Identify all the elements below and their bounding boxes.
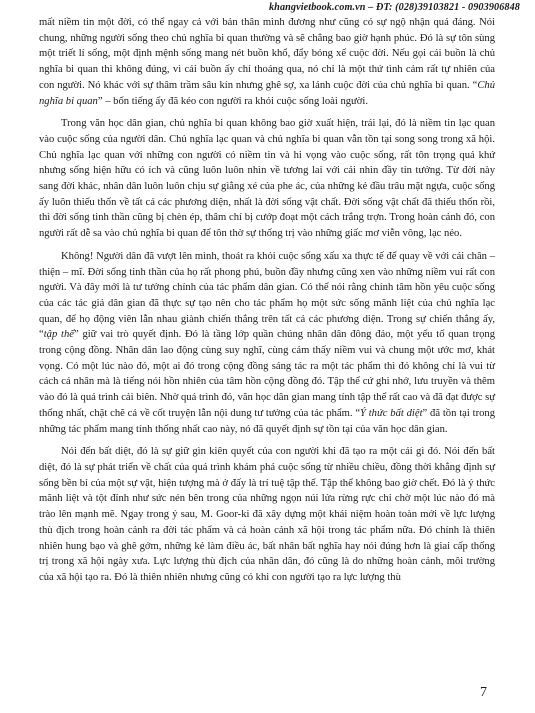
text-span: mất niềm tin một đời, có thể ngay cả với bản thân mình đương như cũng có sự ngộ nhận quá đáng. Nói chung, những người sống theo chủ nghĩa bi quan thường và sẽ chẳng bao giờ hạnh phúc. Đó là sự tôn sùng một triết lí sống, một định mệnh sống mang nét buồn khổ, đẩy bóng xế cuộc đời. Nếu gọi cái buồn là chủ nghĩa bi quan thì không đúng, vì cái buồn ấy chỉ thoáng qua, nó chỉ là một thứ tình cảm rất tự nhiên của con người. Nó khác với sự thâm trầm sâu kín nhưng ghê sợ, xa lánh cuộc đời của chủ nghĩa bi quan. “ bbox=[39, 17, 495, 91]
italic-phrase: tập thể bbox=[43, 329, 74, 341]
italic-phrase: Ý thức bất diệt bbox=[360, 407, 423, 419]
paragraph-3 bbox=[39, 249, 495, 437]
paragraph-2 bbox=[39, 116, 495, 242]
paragraph-4 bbox=[39, 444, 495, 585]
text-span: Nói đến bất diệt, đó là sự giữ gìn kiên quyết của con người khi đã tạo ra một cái gì đó. Nói đến bất diệt, đó là sự phát triển về chất của quá trình khám phá cuộc sống từ nhiều chiều, đồng thời khẳng định sự sống bền bỉ của một sự vật, hiện tượng mà ở đấy là trí tuệ tập thể. Tập thể không bao giờ chết. Đó là ý thức mãnh liệt và tột đỉnh như sức nén bên trong của những ngọn núi lửa rừng rực chỉ chờ một lúc nào đó mà trào lên mạnh mẽ. Ngay trong ý sau, M. Goor-ki đã xây dựng một khái niệm hoàn toàn mới về lực lượng thù địch trong hoàn cảnh ra đời tác phẩm và cả hoàn cảnh xã hội trong tác phẩm nữa. Đó chính là thiên nhiên hung bạo và ghê gớm, những kẻ làm điều ác, bất nhân bất nghĩa hay nói đúng hơn là giai cấp thống trị trong xã hội ngày xưa. Lực lượng thù địch của nhân dân, đó cũng là do những hoàn cảnh, môi trường của xã hội tạo ra. Đó là thiên nhiên nhưng cũng có khi con người tạo ra lực lượng thù bbox=[39, 446, 495, 583]
document-body bbox=[39, 15, 495, 593]
text-span: ” đã tồn tại trong những tác phẩm mang tính thống nhất cao này, nó đã quyết định sự tồn tại của văn học dân gian. bbox=[39, 407, 495, 435]
page-header: khangvietbook.com.vn – ĐT: (028)39103821 - 0903906848 bbox=[268, 2, 520, 13]
paragraph-1 bbox=[39, 15, 495, 109]
text-span: Trong văn học dân gian, chủ nghĩa bi quan không bao giờ xuất hiện, trái lại, đó là niềm tin lạc quan vào cuộc sống của người dân. Chủ nghĩa lạc quan và chủ nghĩa bi quan vẫn tồn tại song song trong xã hội. Chủ nghĩa lạc quan với những con người có niềm tin và hi vọng vào cuộc sống, rất tôn trọng quá khứ nhưng sống hiện hữu có ích và cũng luôn luôn nhìn về tương lai với cái nhìn đầy tin tưởng. Từ đời này sang đời khác, nhân dân luôn luôn chịu sự gìằng xé của phe ác, của những kẻ đầu trâu mặt ngựa, cuộc sống ấy luôn thiếu thốn về tất cả các phương diện, nhất là đời sống vật chất. Đời sống vật chất đã thiếu thốn rồi, thì đời sống tinh thần cũng bị chèn ép, thâm chí bị cướp đoạt một cách trắng trợn. Trong hoàn cảnh đó, con người rất dễ sa vào chủ nghĩa bi quan để tôn thờ sự thống trị vào những giấc mơ viễn vông, lạc nẻo. bbox=[39, 118, 495, 240]
italic-phrase: Chủ nghĩa bi quan bbox=[39, 79, 495, 107]
text-span: ” giữ vai trò quyết định. Đó là tầng lớp quần chúng nhân dân đông đảo, một yếu tố quan trọng trong cộng đồng. Nhân dân lao động cùng suy nghĩ, cùng cảm thấy niềm vui và chung một ước mơ, khát vọng. Có một lúc nào đó, một ai đó trong cộng đồng sáng tác ra một tác phẩm thì đó không chỉ là vui từ cách cá nhân mà là tiếng nói hồn nhiên của tâm hồn cộng đồng đó. Tập thể cứ ghi nhớ, lưu truyền và thêm vào đó là quá trình cải biên. Nhờ quá trình đó, văn học dân gian mang tính tập thể rất cao và đã đạt được sự thống nhất, chặt chẽ cả về cốt truyện lẫn nội dung tư tưởng của tác phẩm. “ bbox=[39, 329, 495, 419]
page-number: 7 bbox=[480, 685, 487, 700]
text-span: Không! Người dân đã vượt lên mình, thoát ra khỏi cuộc sống xấu xa thực tế để quay về với cái chân – thiện – mĩ. Đời sống tinh thần của họ rất phong phú, buồn đầy nhưng cũng xen vào những niềm vui rất con người. Và đây mới là tư tưởng chính của tác phẩm dân gian. Có thể nói rằng chính tâm hồn yêu cuộc sống của các tác giả dân gian đã thực sự tạo nên cho tác phẩm họ một sức sống mãnh liệt của chủ nghĩa lạc quan, để họ động viên lẫn nhau giành chiến thắng trên tất cả các phương diện. Trong sự chiến thắng ấy, “ bbox=[39, 250, 495, 341]
text-span: ” – bốn tiếng ấy đã kéo con người ra khỏi cuộc sống loài người. bbox=[97, 95, 368, 107]
